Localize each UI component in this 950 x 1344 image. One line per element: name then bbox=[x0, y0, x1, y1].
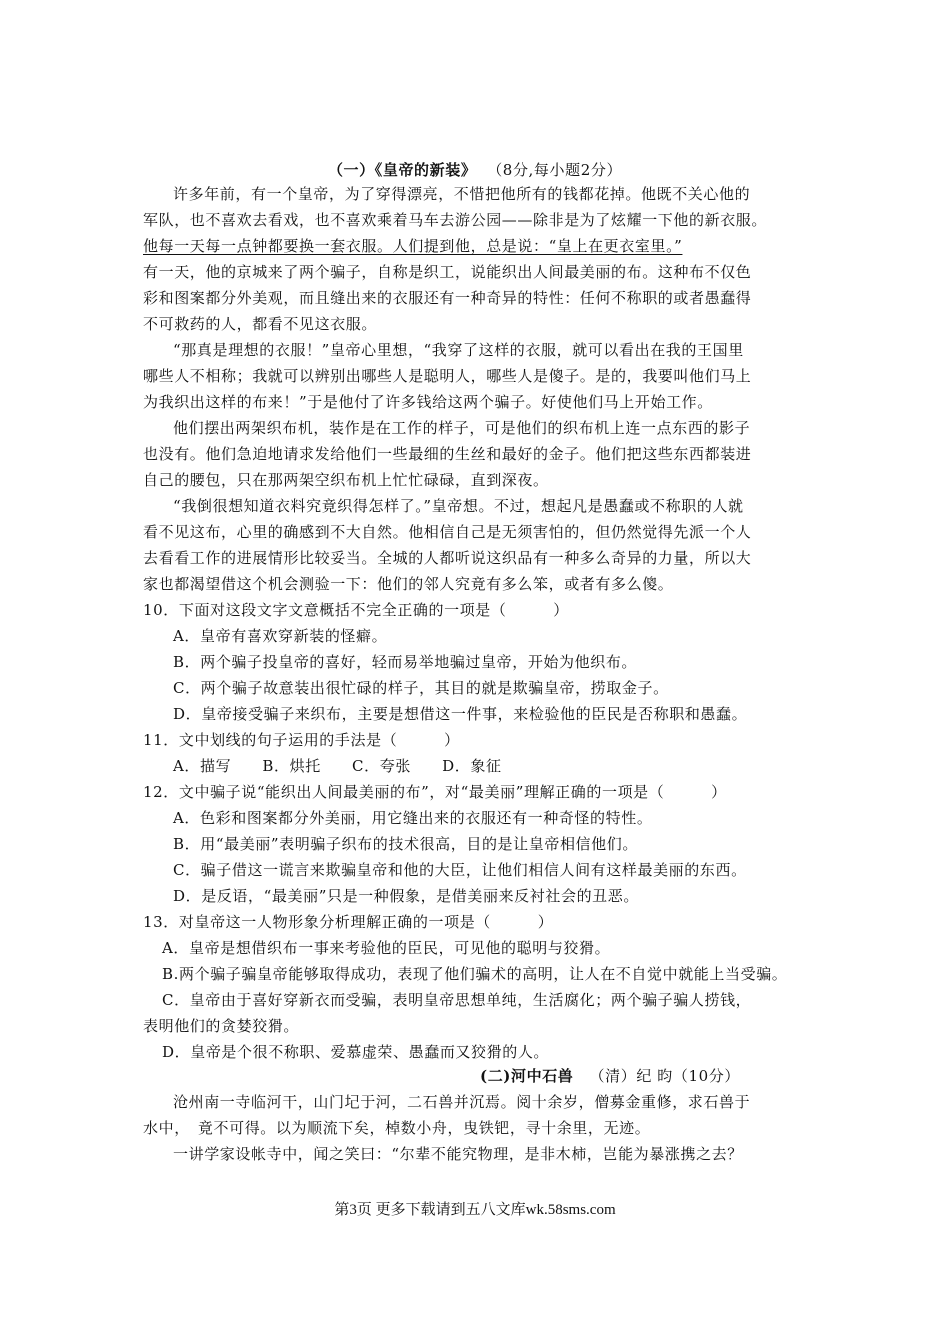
q12-option-c: C．骗子借这一谎言来欺骗皇帝和他的大臣，让他们相信人间有这样最美丽的东西。 bbox=[173, 861, 747, 879]
q12-option-d: D．是反语，“最美丽”只是一种假象，是借美丽来反衬社会的丑恶。 bbox=[173, 887, 639, 905]
paragraph-line: “那真是理想的衣服！”皇帝心里想，“我穿了这样的衣服，就可以看出在我的王国里 bbox=[173, 341, 744, 359]
paragraph-line: 自己的腰包，只在那两架空织布机上忙忙碌碌，直到深夜。 bbox=[143, 471, 549, 489]
q10-option-d: D．皇帝接受骗子来织布，主要是想借这一件事，来检验他的臣民是否称职和愚蠢。 bbox=[173, 705, 748, 723]
paragraph-line: 有一天，他的京城来了两个骗子，自称是织工，说能织出人间最美丽的布。这种布不仅色 bbox=[143, 263, 752, 281]
section2-title-author: （清）纪 昀（10分） bbox=[589, 1067, 740, 1085]
paragraph-line: 看不见这布，心里的确感到不大自然。他相信自己是无须害怕的，但仍然觉得先派一个人 bbox=[143, 523, 752, 541]
q10-option-a: A．皇帝有喜欢穿新装的怪癖。 bbox=[173, 627, 388, 645]
q12-option-a: A．色彩和图案都分外美丽，用它缝出来的衣服还有一种奇怪的特性。 bbox=[173, 809, 653, 827]
paragraph-line: 一讲学家设帐寺中，闻之笑曰：“尔辈不能究物理，是非木柿，岂能为暴涨携之去？ bbox=[173, 1145, 743, 1163]
q10-option-b: B．两个骗子投皇帝的喜好，轻而易举地骗过皇帝，开始为他织布。 bbox=[173, 653, 638, 671]
paragraph-line: 去看看工作的进展情形比较妥当。全城的人都听说这织品有一种多么奇异的力量，所以大 bbox=[143, 549, 752, 567]
underlined-sentence: 他每一天每一点钟都要换一套衣服。人们提到他，总是说：“皇上在更衣室里。” bbox=[143, 237, 683, 255]
paragraph-line: 水中， 竟不可得。以为顺流下矣，棹数小舟，曳铁钯，寻十余里，无迹。 bbox=[143, 1119, 651, 1137]
paragraph-line: 为我织出这样的布来！”于是他付了许多钱给这两个骗子。好使他们马上开始工作。 bbox=[143, 393, 713, 411]
page-footer: 第3页 更多下载请到五八文库wk.58sms.com bbox=[334, 1202, 616, 1218]
section1-title-name: 《皇帝的新装》 bbox=[374, 161, 477, 179]
question-10: 10．下面对这段文字文意概括不完全正确的一项是（ ） bbox=[143, 601, 569, 619]
section1-title-score: （8分,每小题2分） bbox=[487, 161, 623, 179]
section2-title-name: (二)河中石兽 bbox=[480, 1067, 574, 1085]
paragraph-line: 军队，也不喜欢去看戏，也不喜欢乘着马车去游公园——除非是为了炫耀一下他的新衣服。 bbox=[143, 211, 768, 229]
paragraph-line: 沧州南一寺临河干，山门圮于河，二石兽并沉焉。阅十余岁，僧募金重修，求石兽于 bbox=[173, 1093, 751, 1111]
q13-option-b: B.两个骗子骗皇帝能够取得成功，表现了他们骗术的高明，让人在不自觉中就能上当受骗。 bbox=[162, 965, 788, 983]
question-12: 12．文中骗子说“能织出人间最美丽的布”，对“最美丽”理解正确的一项是（ ） bbox=[143, 783, 727, 801]
paragraph-line: 家也都渴望借这个机会测验一下：他们的邻人究竟有多么笨，或者有多么傻。 bbox=[143, 575, 674, 593]
paragraph-line: 也没有。他们急迫地请求发给他们一些最细的生丝和最好的金子。他们把这些东西都装进 bbox=[143, 445, 752, 463]
q12-option-b: B．用“最美丽”表明骗子织布的技术很高，目的是让皇帝相信他们。 bbox=[173, 835, 638, 853]
section1-title bbox=[0, 160, 950, 180]
paragraph-line: 彩和图案都分外美观，而且缝出来的衣服还有一种奇异的特性：任何不称职的或者愚蠢得 bbox=[143, 289, 752, 307]
section2-title bbox=[480, 1066, 740, 1086]
question-11: 11．文中划线的句子运用的手法是（ ） bbox=[143, 731, 460, 749]
paragraph-line: 哪些人不相称；我就可以辨别出哪些人是聪明人，哪些人是傻子。是的，我要叫他们马上 bbox=[143, 367, 752, 385]
q13-option-a: A．皇帝是想借织布一事来考验他的臣民，可见他的聪明与狡猾。 bbox=[162, 939, 611, 957]
q13-option-d: D．皇帝是个很不称职、爱慕虚荣、愚蠢而又狡猾的人。 bbox=[162, 1043, 550, 1061]
question-13: 13．对皇帝这一人物形象分析理解正确的一项是（ ） bbox=[143, 913, 554, 931]
paragraph-line: “我倒很想知道衣料究竟织得怎样了。”皇帝想。不过，想起凡是愚蠢或不称职的人就 bbox=[173, 497, 744, 515]
q13-option-c: C．皇帝由于喜好穿新衣而受骗，表明皇帝思想单纯，生活腐化；两个骗子骗人捞钱， bbox=[162, 991, 752, 1009]
q10-option-c: C．两个骗子故意装出很忙碌的样子，其目的就是欺骗皇帝，捞取金子。 bbox=[173, 679, 669, 697]
paragraph-line: 许多年前，有一个皇帝，为了穿得漂亮，不惜把他所有的钱都花掉。他既不关心他的 bbox=[173, 185, 751, 203]
paragraph-line: 不可救药的人，都看不见这衣服。 bbox=[143, 315, 378, 333]
section1-title-num: （一） bbox=[327, 161, 375, 179]
q11-options: A．描写 B．烘托 C．夸张 D．象征 bbox=[173, 757, 502, 775]
paragraph-line: 他们摆出两架织布机，装作是在工作的样子，可是他们的织布机上连一点东西的影子 bbox=[173, 419, 751, 437]
q13-option-c-cont: 表明他们的贪婪狡猾。 bbox=[143, 1017, 300, 1035]
